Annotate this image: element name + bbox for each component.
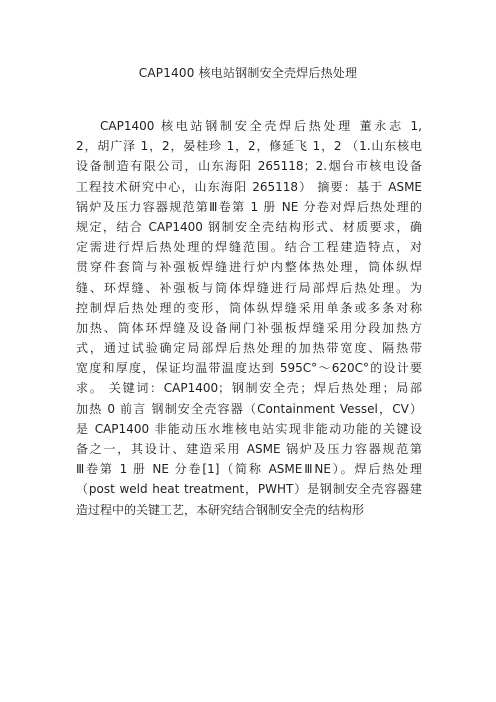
body-line: （post weld heat treatment，PWHT）是钢制安全壳容器建	[76, 482, 422, 497]
body-line: 锅炉及压力容器规范第Ⅲ卷第 1 册 NE 分卷对焊后热处理的	[76, 199, 422, 214]
body-line: 备之一，其设计、建造采用 ASME 锅炉及压力容器规范第	[76, 442, 422, 456]
body-line: 2，胡广泽 1，2，晏桂珍 1，2，修延飞 1，2 （1.山东核电	[76, 139, 422, 154]
document-body	[76, 116, 422, 520]
body-line: 是 CAP1400 非能动压水堆核电站实现非能动功能的关键设	[76, 421, 422, 436]
body-line: 规定，结合 CAP1400 钢制安全壳结构形式、材质要求，确	[76, 219, 422, 234]
body-line: 工程技术研究中心，山东海阳 265118） 摘要：基于 ASME	[76, 179, 422, 194]
body-line: 求。 关键词：CAP1400；钢制安全壳；焊后热处理；局部	[76, 381, 422, 396]
body-line: 控制焊后热处理的变形，筒体纵焊缝采用单条或多条对称	[76, 300, 422, 315]
body-line: 式，通过试验确定局部焊后热处理的加热带宽度、隔热带	[76, 341, 422, 356]
body-line: CAP1400 核电站钢制安全壳焊后热处理 董永志 1,	[100, 119, 422, 133]
body-line: 加热 0 前言 钢制安全壳容器（Containment Vessel，CV）	[76, 401, 422, 416]
body-line: 加热、筒体环焊缝及设备闸门补强板焊缝采用分段加热方	[76, 320, 422, 335]
body-line: 宽度和厚度，保证均温带温度达到 595C°～620C°的设计要	[76, 361, 422, 376]
body-line: 缝、环焊缝、补强板与筒体焊缝进行局部焊后热处理。为	[76, 280, 422, 295]
body-line: 定需进行焊后热处理的焊缝范围。结合工程建造特点，对	[76, 240, 422, 255]
document-title: CAP1400 核电站钢制安全壳焊后热处理	[138, 66, 358, 80]
body-line: Ⅲ卷第 1 册 NE 分卷[1]（简称 ASMEⅢNE）。焊后热处理	[76, 462, 422, 477]
body-line: 设备制造有限公司，山东海阳 265118；2.烟台市核电设备	[76, 159, 422, 174]
body-line: 造过程中的关键工艺，本研究结合钢制安全壳的结构形	[76, 502, 365, 517]
body-line: 贯穿件套筒与补强板焊缝进行炉内整体热处理，筒体纵焊	[76, 260, 422, 275]
